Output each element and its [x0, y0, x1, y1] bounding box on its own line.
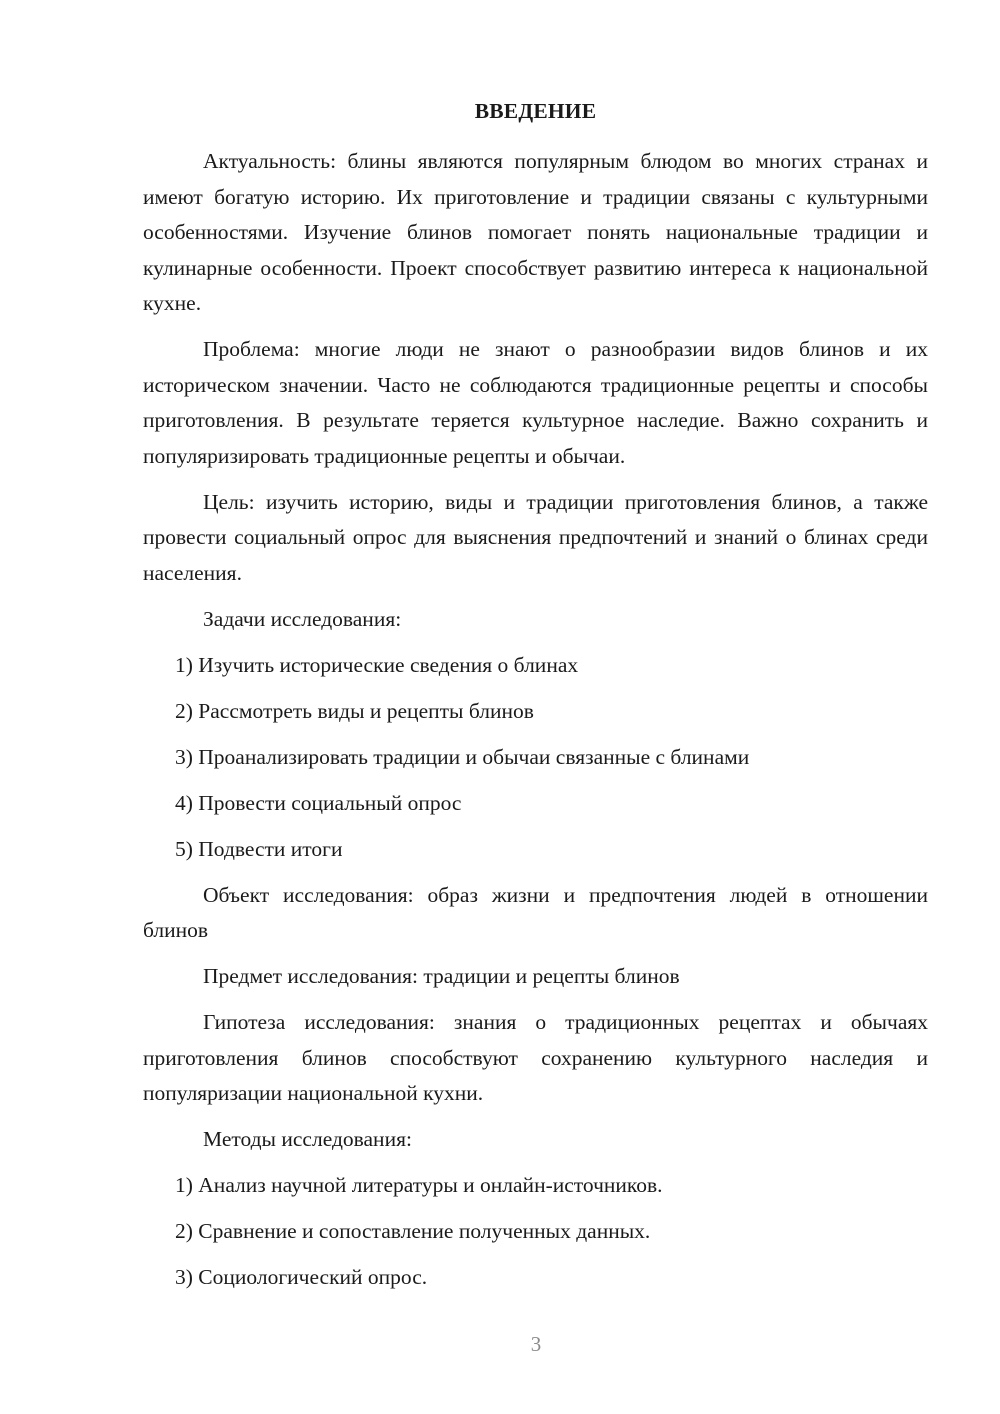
methods-list — [143, 1168, 928, 1296]
list-item: 2) Сравнение и сопоставление полученных данных. — [175, 1219, 651, 1243]
goal-paragraph: Цель: изучить историю, виды и традиции приготовления блинов, а также провести социальный опрос для выяснения предпочтений и знаний о блинах среди населения. — [143, 489, 928, 585]
list-item: 1) Изучить исторические сведения о блинах — [175, 652, 579, 677]
list-item: 4) Провести социальный опрос — [175, 790, 462, 815]
tasks-heading: Задачи исследования: — [203, 606, 402, 631]
methods-heading: Методы исследования: — [203, 1127, 412, 1151]
relevance-paragraph: Актуальность: блины являются популярным блюдом во многих странах и имеют богатую историю. Их приготовление и традиции связаны с культурными особенностями. Изучение блинов помогает понять национальные традиции и кулинарные особенности. Проект способствует развитию интереса к национальной кухне. — [143, 149, 928, 315]
subject-paragraph: Предмет исследования: традиции и рецепты блинов — [203, 964, 680, 988]
hypothesis-paragraph: Гипотеза исследования: знания о традиционных рецептах и обычаях приготовления блинов способствуют сохранению культурного наследия и популяризации национальной кухни. — [143, 1010, 928, 1105]
list-item: 2) Рассмотреть виды и рецепты блинов — [175, 698, 534, 723]
list-item: 3) Проанализировать традиции и обычаи связанные с блинами — [175, 744, 750, 769]
list-item: 3) Социологический опрос. — [175, 1265, 428, 1289]
tasks-list — [143, 648, 928, 868]
page-number: 3 — [530, 1332, 542, 1356]
list-item: 5) Подвести итоги — [175, 836, 343, 861]
list-item: 1) Анализ научной литературы и онлайн-источников. — [175, 1173, 663, 1197]
object-paragraph: Объект исследования: образ жизни и предпочтения людей в отношении блинов — [143, 882, 928, 942]
section-title: ВВЕДЕНИЕ — [474, 99, 597, 123]
problem-paragraph: Проблема: многие люди не знают о разнообразии видов блинов и их историческом значении. Часто не соблюдаются традиционные рецепты и способы приготовления. В результате теряется культурное наследие. Важно сохранить и популяризировать традиционные рецепты и обычаи. — [143, 337, 928, 468]
